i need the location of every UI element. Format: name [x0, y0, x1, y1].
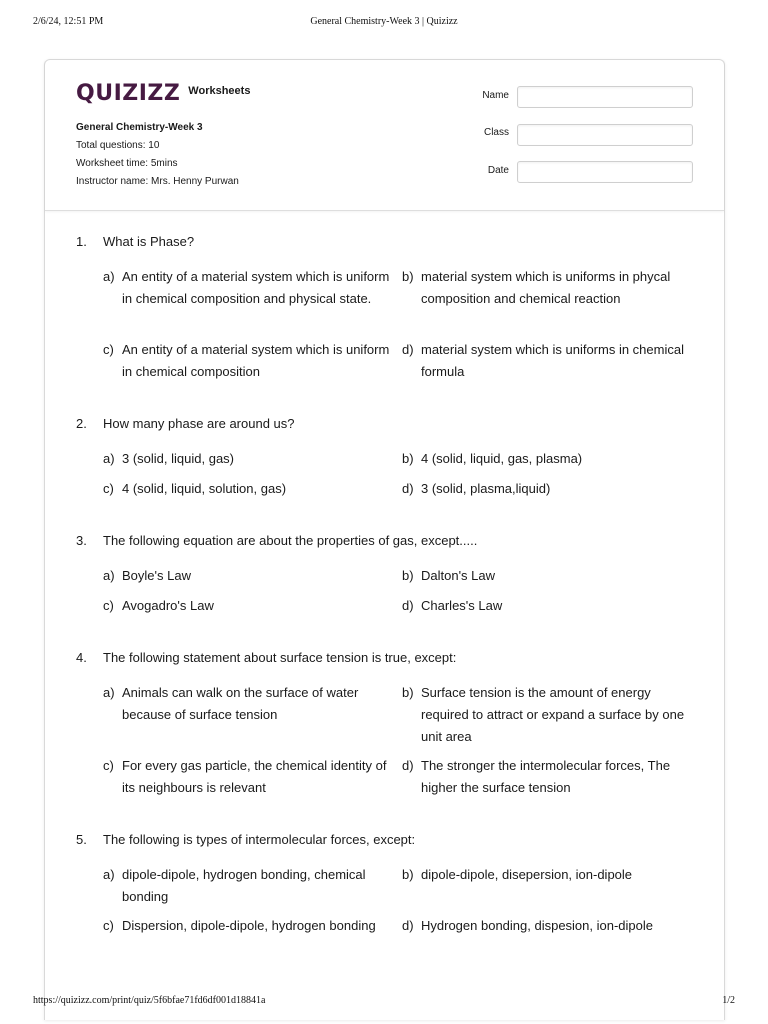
option-b	[402, 682, 702, 748]
page-number: 1/2	[722, 995, 735, 1006]
option-text: 3 (solid, plasma,liquid)	[421, 481, 551, 496]
option-d	[402, 595, 702, 617]
date-label: Date	[487, 165, 509, 176]
question-number: 1.	[76, 234, 87, 249]
total-questions: Total questions: 10	[76, 140, 160, 151]
option-text: Hydrogen bonding, dispesion, ion-dipole	[421, 918, 653, 933]
option-a	[103, 565, 403, 587]
option-c	[103, 755, 403, 799]
option-text: dipole-dipole, disepersion, ion-dipole	[421, 867, 633, 882]
option-letter: a)	[103, 685, 115, 700]
option-letter: b)	[402, 685, 414, 700]
option-text: Dalton's Law	[421, 568, 496, 583]
option-d	[402, 339, 702, 383]
option-c	[103, 339, 403, 383]
option-letter: b)	[402, 568, 414, 583]
option-letter: d)	[402, 758, 414, 773]
option-b	[402, 864, 702, 886]
option-text: material system which is uniforms in chemical formula	[421, 342, 684, 379]
option-c	[103, 595, 403, 617]
option-letter: c)	[103, 342, 114, 357]
question-text: The following statement about surface tension is true, except:	[103, 650, 457, 665]
option-letter: a)	[103, 451, 115, 466]
question-text: The following is types of intermolecular forces, except:	[103, 832, 416, 847]
date-field[interactable]	[517, 161, 693, 183]
option-letter: c)	[103, 758, 114, 773]
option-b	[402, 266, 702, 310]
question-number: 2.	[76, 416, 87, 431]
option-text: 4 (solid, liquid, solution, gas)	[122, 481, 287, 496]
option-a	[103, 266, 403, 310]
option-text: Boyle's Law	[122, 568, 191, 583]
question-text: What is Phase?	[103, 234, 195, 249]
name-label: Name	[482, 90, 509, 101]
option-text: Avogadro's Law	[122, 598, 214, 613]
option-letter: c)	[103, 918, 114, 933]
option-text: Surface tension is the amount of energy required to attract or expand a surface by one unit area	[421, 685, 685, 744]
option-text: 4 (solid, liquid, gas, plasma)	[421, 451, 583, 466]
option-letter: d)	[402, 481, 414, 496]
option-d	[402, 478, 702, 500]
option-text: Animals can walk on the surface of water because of surface tension	[122, 685, 359, 722]
question-number: 3.	[76, 533, 87, 548]
option-letter: c)	[103, 598, 114, 613]
quiz-title: General Chemistry-Week 3	[76, 122, 203, 133]
quiz-meta	[76, 119, 239, 191]
option-letter: c)	[103, 481, 114, 496]
option-text: An entity of a material system which is uniform in chemical composition and physical state.	[122, 269, 390, 306]
option-letter: d)	[402, 598, 414, 613]
option-a	[103, 682, 403, 726]
option-a	[103, 448, 403, 470]
option-letter: d)	[402, 918, 414, 933]
option-text: An entity of a material system which is uniform in chemical composition	[122, 342, 390, 379]
quizizz-logo: QUIZIZZ	[76, 81, 181, 106]
option-text: dipole-dipole, hydrogen bonding, chemical bonding	[122, 867, 366, 904]
worksheet-header	[45, 60, 724, 211]
option-b	[402, 448, 702, 470]
option-c	[103, 915, 403, 937]
option-a	[103, 864, 403, 908]
option-text: For every gas particle, the chemical identity of its neighbours is relevant	[122, 758, 387, 795]
question-number: 5.	[76, 832, 87, 847]
option-letter: b)	[402, 451, 414, 466]
option-text: Charles's Law	[421, 598, 503, 613]
print-url: https://quizizz.com/print/quiz/5f6bfae71fd6df001d18841a	[33, 995, 266, 1006]
worksheet-time: Worksheet time: 5mins	[76, 158, 178, 169]
brand	[76, 80, 250, 108]
name-field[interactable]	[517, 86, 693, 108]
option-c	[103, 478, 403, 500]
option-d	[402, 915, 702, 937]
print-title: General Chemistry-Week 3 | Quizizz	[310, 16, 458, 27]
option-letter: a)	[103, 867, 115, 882]
option-b	[402, 565, 702, 587]
option-letter: b)	[402, 867, 414, 882]
option-letter: a)	[103, 568, 115, 583]
worksheet	[44, 59, 725, 1020]
question-number: 4.	[76, 650, 87, 665]
class-label: Class	[483, 127, 509, 138]
option-letter: d)	[402, 342, 414, 357]
option-letter: a)	[103, 269, 115, 284]
worksheets-label: Worksheets	[188, 85, 251, 97]
class-field[interactable]	[517, 124, 693, 146]
option-letter: b)	[402, 269, 414, 284]
instructor-name: Instructor name: Mrs. Henny Purwan	[76, 176, 239, 187]
option-d	[402, 755, 702, 799]
option-text: material system which is uniforms in phycal composition and chemical reaction	[421, 269, 671, 306]
print-footer	[0, 995, 768, 1009]
option-text: 3 (solid, liquid, gas)	[122, 451, 234, 466]
option-text: Dispersion, dipole-dipole, hydrogen bonding	[122, 918, 376, 933]
print-header	[0, 16, 768, 30]
option-text: The stronger the intermolecular forces, The higher the surface tension	[421, 758, 671, 795]
print-datetime: 2/6/24, 12:51 PM	[33, 16, 104, 27]
question-text: The following equation are about the properties of gas, except.....	[103, 533, 478, 548]
question-text: How many phase are around us?	[103, 416, 295, 431]
